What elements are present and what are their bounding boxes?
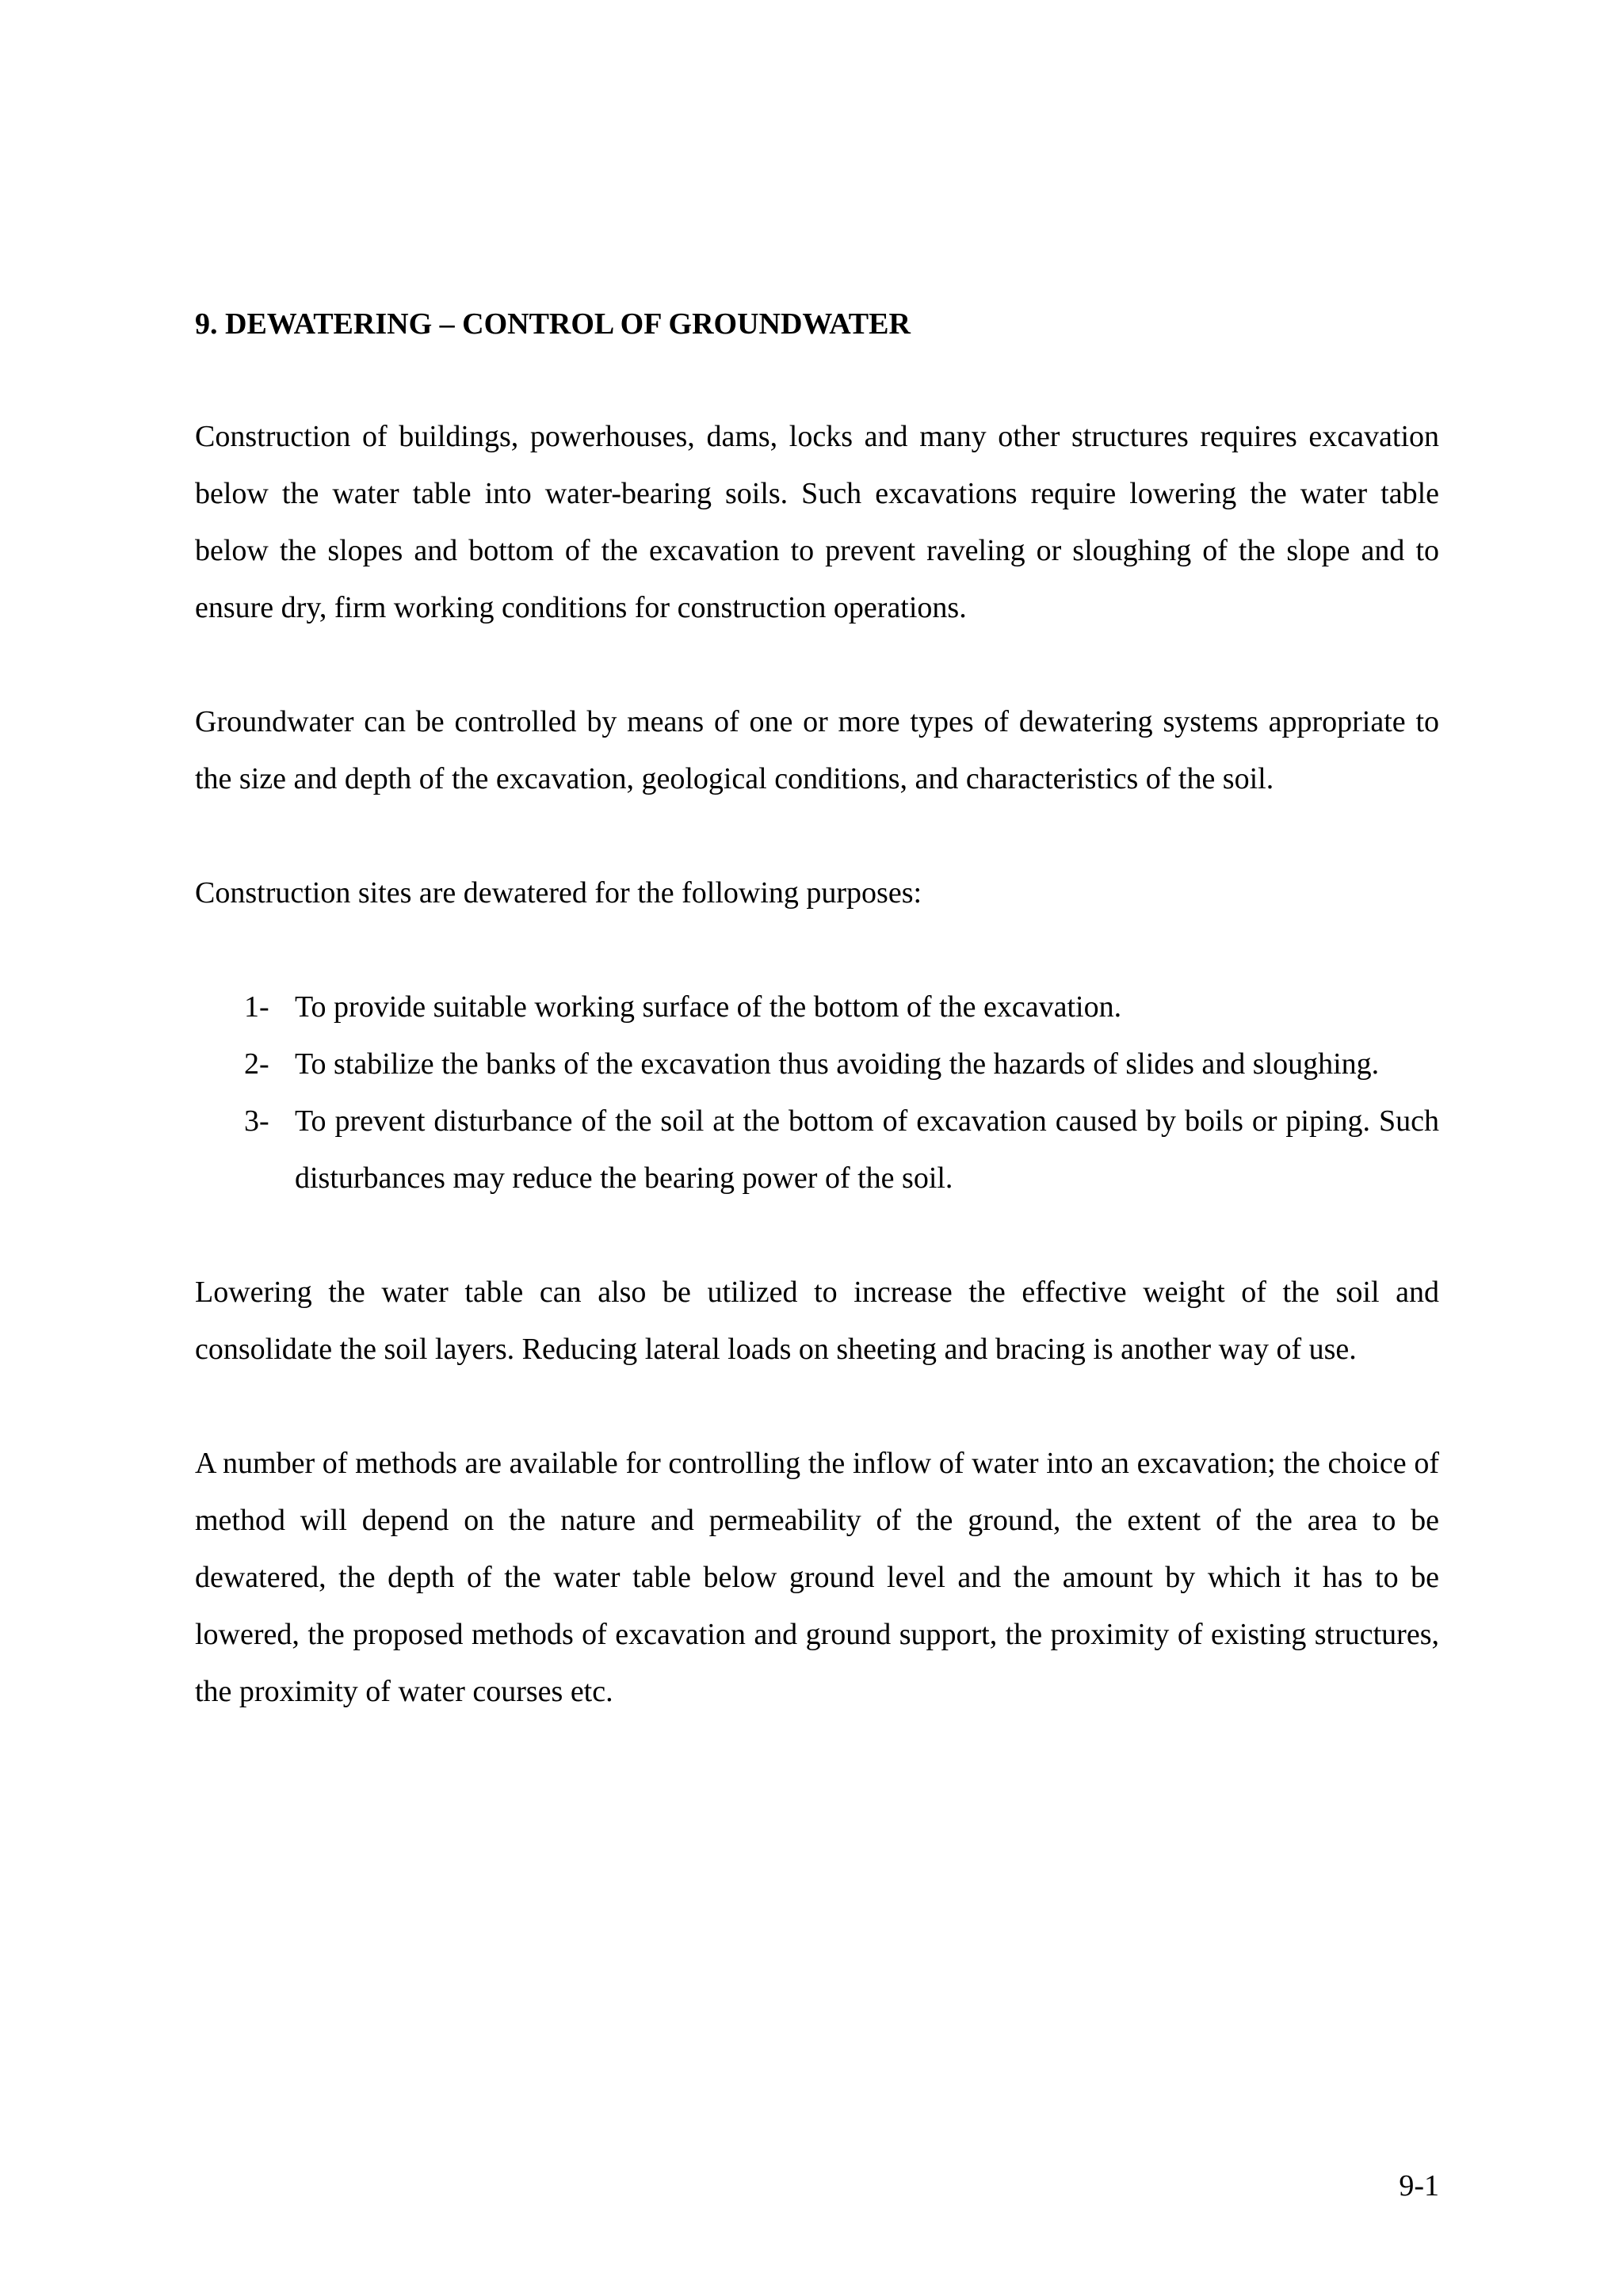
list-item-number: 2- <box>244 1047 269 1081</box>
list-item-text: To prevent disturbance of the soil at the bottom of excavation caused by boils or piping. Such disturbances may reduce the bearing power of the soil. <box>295 1104 1439 1195</box>
section-heading: 9. DEWATERING – CONTROL OF GROUNDWATER <box>195 307 911 341</box>
paragraph-lowering-water-table: Lowering the water table can also be utilized to increase the effective weight of the soil and consolidate the soil layers. Reducing lateral loads on sheeting and bracing is another way of use. <box>195 1276 1439 1366</box>
paragraph-purposes-intro: Construction sites are dewatered for the following purposes: <box>195 876 922 910</box>
list-item <box>195 1093 1439 1207</box>
paragraph-construction-excavation: Construction of buildings, powerhouses, dams, locks and many other structures requires excavation below the water table into water-bearing soils. Such excavations require lowering the water table below the slopes and bottom of the excavation to prevent raveling or sloughing of the slope and to ensure dry, firm working conditions for construction operations. <box>195 420 1439 624</box>
list-item-number: 3- <box>244 1104 269 1138</box>
list-item <box>195 1035 1439 1093</box>
page-number: 9-1 <box>1399 2169 1439 2203</box>
list-item-number: 1- <box>244 990 269 1024</box>
paragraph-groundwater-control: Groundwater can be controlled by means of one or more types of dewatering systems appropriate to the size and depth of the excavation, geological conditions, and characteristics of the soil. <box>195 705 1439 795</box>
purposes-list <box>195 978 1439 1207</box>
list-item <box>195 978 1439 1035</box>
page-content <box>195 305 1439 1777</box>
list-item-text: To provide suitable working surface of the bottom of the excavation. <box>295 990 1122 1024</box>
paragraph-methods-available: A number of methods are available for controlling the inflow of water into an excavation; the choice of method will depend on the nature and permeability of the ground, the extent of the area to be dewatered, the depth of the water table below ground level and the amount by which it has to be lowered, the proposed methods of excavation and ground support, the proximity of existing structures, the proximity of water courses etc. <box>195 1447 1439 1708</box>
list-item-text: To stabilize the banks of the excavation thus avoiding the hazards of slides and sloughing. <box>295 1047 1380 1081</box>
